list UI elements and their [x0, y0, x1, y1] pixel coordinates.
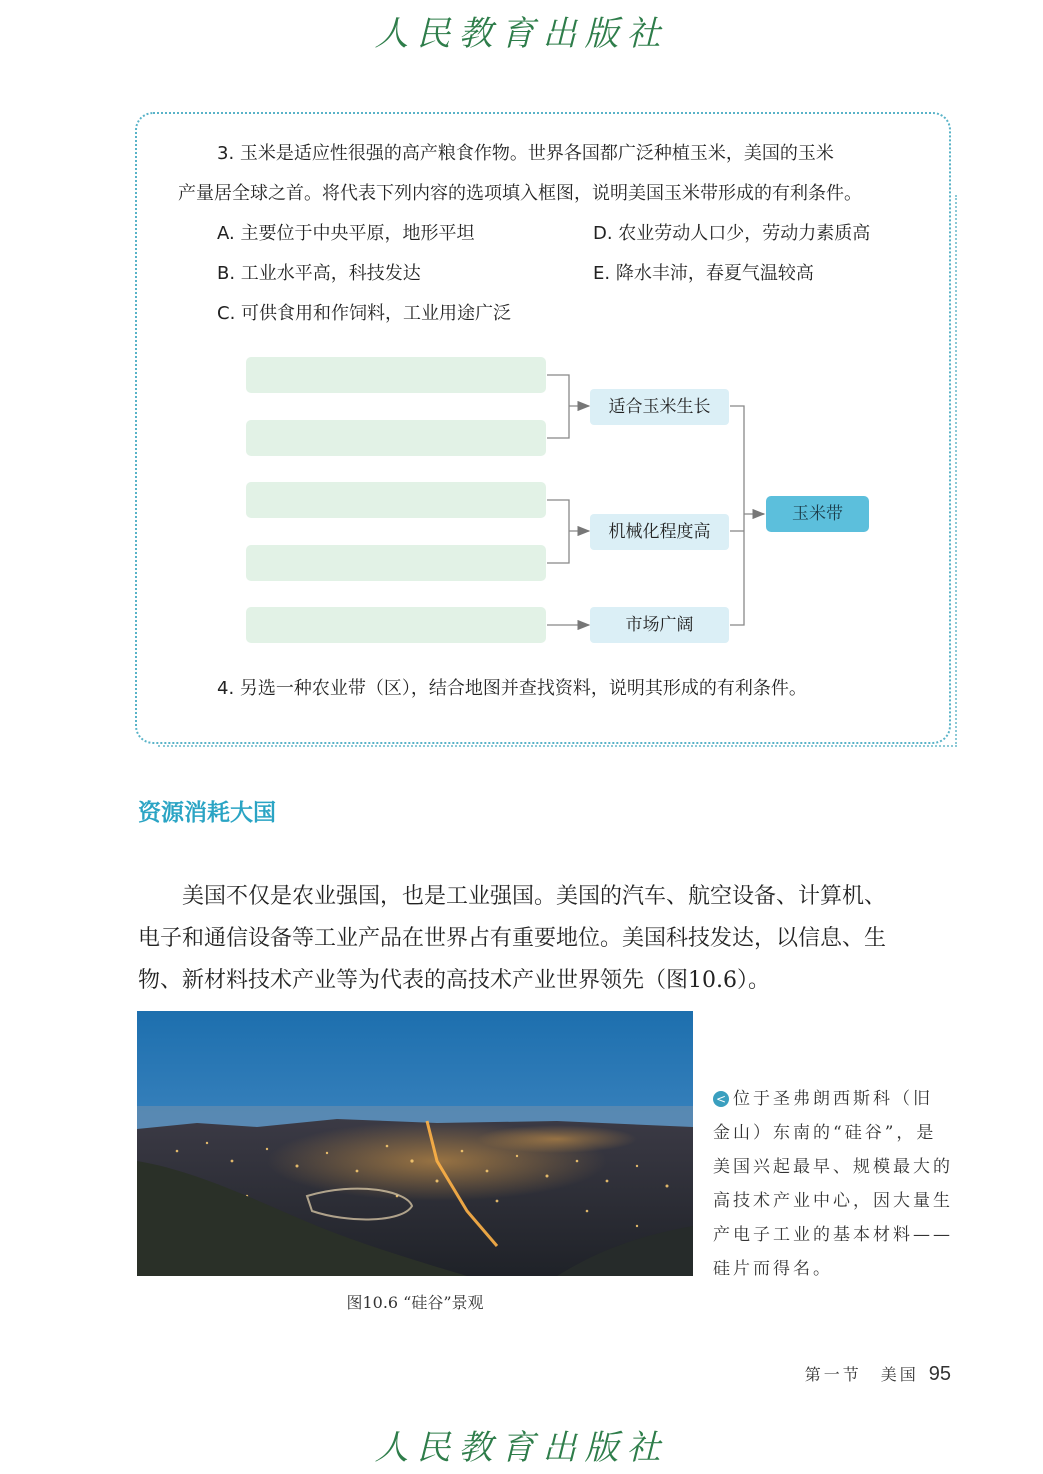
option-c: C. 可供食用和作饲料，工业用途广泛 — [217, 303, 512, 324]
page-number: 95 — [928, 1363, 951, 1385]
footer-section: 第一节 美国 — [804, 1365, 919, 1384]
node-suitable-growth: 适合玉米生长 — [590, 389, 729, 425]
option-b: B. 工业水平高，科技发达 — [217, 263, 421, 284]
node-market: 市场广阔 — [590, 607, 729, 643]
silicon-valley-photo — [137, 1011, 693, 1276]
body-paragraph — [138, 876, 958, 1002]
option-a: A. 主要位于中央平原，地形平坦 — [217, 223, 475, 244]
paragraph-line: 电子和通信设备等工业产品在世界占有重要地位。美国科技发达，以信息、生 — [138, 926, 887, 951]
sidenote-line: 产电子工业的基本材料—— — [713, 1225, 953, 1245]
sidenote-line: 金山）东南的“硅谷”，是 — [713, 1123, 937, 1143]
paragraph-line: 美国不仅是农业强国，也是工业强国。美国的汽车、航空设备、计算机、 — [138, 884, 887, 909]
sidenote-line: 高技术产业中心，因大量生 — [713, 1191, 953, 1211]
question-4: 4. 另选一种农业带（区），结合地图并查找资料，说明其形成的有利条件。 — [217, 678, 807, 699]
publisher-logo-top: 人民教育出版社 — [374, 14, 669, 54]
question-3-line2: 产量居全球之首。将代表下列内容的选项填入框图，说明美国玉米带形成的有利条件。 — [178, 183, 862, 204]
sidenote-line: 美国兴起最早、规模最大的 — [713, 1157, 953, 1177]
section-title: 资源消耗大国 — [138, 799, 276, 826]
option-e: E. 降水丰沛，春夏气温较高 — [593, 263, 814, 284]
figure-sidenote — [713, 1082, 958, 1286]
arrow-left-circle-icon: < — [713, 1091, 729, 1107]
sidenote-line: 硅片而得名。 — [713, 1259, 833, 1279]
node-corn-belt: 玉米带 — [766, 496, 869, 532]
option-d: D. 农业劳动人口少，劳动力素质高 — [593, 223, 871, 244]
node-mechanization: 机械化程度高 — [590, 514, 729, 550]
page-footer — [805, 1362, 951, 1386]
figure-caption: 图10.6 “硅谷”景观 — [346, 1293, 484, 1312]
question-3-line1: 3. 玉米是适应性很强的高产粮食作物。世界各国都广泛种植玉米，美国的玉米 — [217, 143, 834, 164]
paragraph-line: 物、新材料技术产业等为代表的高技术产业世界领先（图10.6）。 — [138, 968, 770, 993]
publisher-logo-bottom: 人民教育出版社 — [374, 1428, 669, 1468]
sidenote-line: < 位于圣弗朗西斯科（旧 — [713, 1082, 958, 1116]
